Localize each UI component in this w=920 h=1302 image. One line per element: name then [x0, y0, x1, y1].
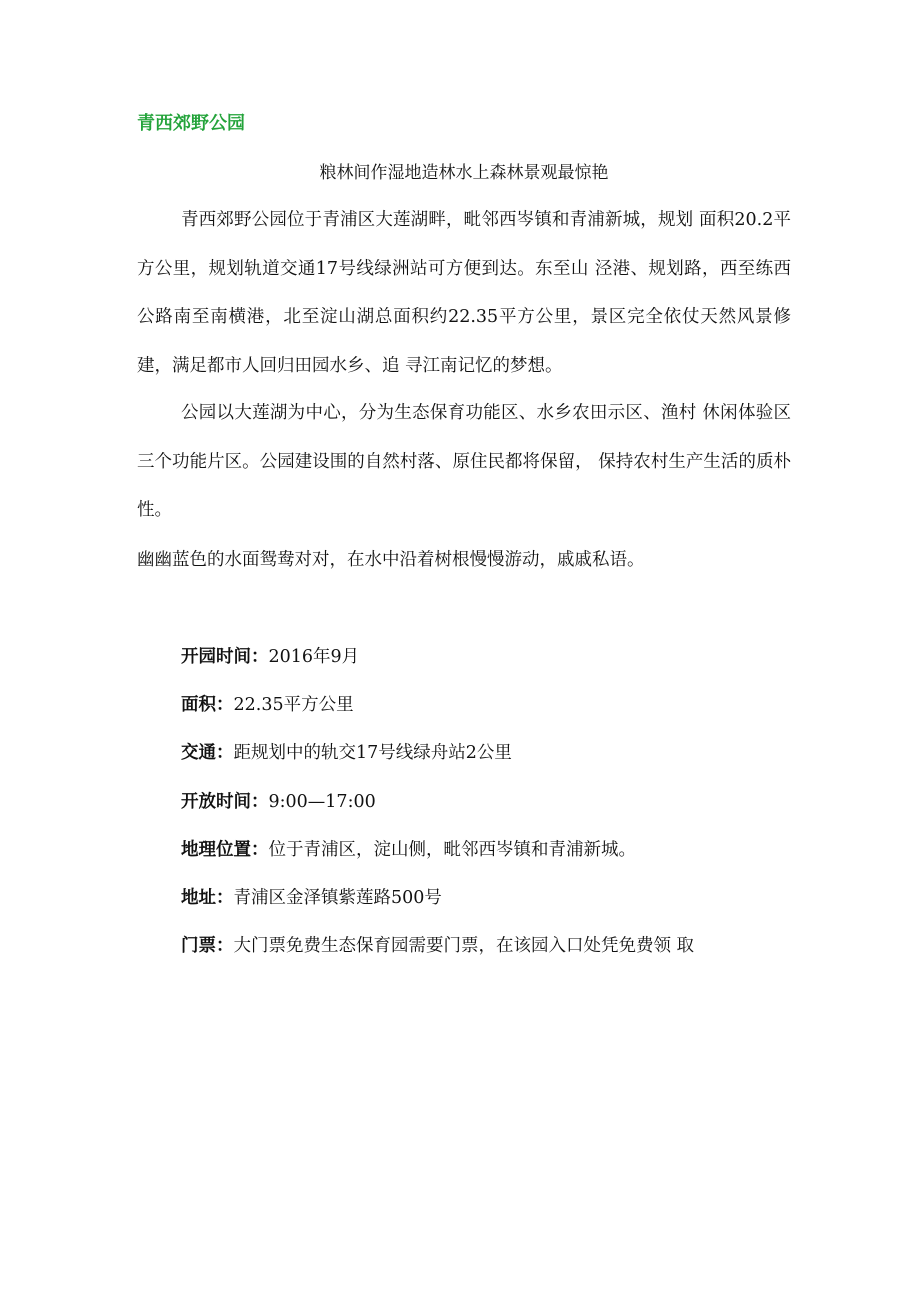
- info-label: 地理位置：: [181, 840, 269, 860]
- document-title: 青西郊野公园: [137, 113, 245, 134]
- paragraph-zones: 公园以大莲湖为中心，分为生态保育功能区、水乡农田示区、渔村 休闲体验区三个功能片区。公园建设围的自然村落、原住民都将保留， 保持农村生产生活的质朴性。: [137, 403, 791, 520]
- info-label: 门票：: [181, 936, 234, 956]
- info-value: 青浦区金泽镇紫莲路500号: [233, 888, 442, 908]
- info-value: 2016年9月: [268, 647, 360, 667]
- info-row-transport: [181, 738, 512, 768]
- info-row-tickets: [181, 931, 694, 961]
- info-row-hours: [181, 787, 376, 817]
- paragraph-scenery: 幽幽蓝色的水面鸳鸯对对，在水中沿着树根慢慢游动，戚戚私语。: [137, 550, 645, 570]
- info-row-area: [181, 690, 354, 720]
- info-label: 地址：: [181, 888, 234, 908]
- info-row-opening-date: [181, 642, 359, 672]
- info-label: 面积：: [181, 695, 234, 715]
- info-row-address: [181, 883, 442, 913]
- info-row-geo-location: [181, 835, 636, 865]
- info-value: 距规划中的轨交17号线绿舟站2公里: [233, 743, 512, 763]
- info-label: 交通：: [181, 743, 234, 763]
- info-value: 9:00—17:00: [268, 792, 376, 812]
- info-value: 22.35平方公里: [233, 695, 354, 715]
- paragraph-location: 青西郊野公园位于青浦区大莲湖畔，毗邻西岑镇和青浦新城，规划 面积20.2平方公里，规划轨道交通17号线绿洲站可方便到达。东至山 泾港、规划路，西至练西公路南至南横港，北至淀山湖总面积约22.35平方公里，景区完全依仗天然风景修建，满足都市人回归田园水乡、追 寻江南记忆的梦想。: [137, 210, 791, 376]
- info-label: 开园时间：: [181, 647, 269, 667]
- info-value: 位于青浦区，淀山侧，毗邻西岑镇和青浦新城。: [268, 840, 636, 860]
- document-subtitle: 粮林间作湿地造林水上森林景观最惊艳: [319, 163, 609, 183]
- info-value: 大门票免费生态保育园需要门票，在该园入口处凭免费领 取: [233, 936, 695, 956]
- info-label: 开放时间：: [181, 792, 269, 812]
